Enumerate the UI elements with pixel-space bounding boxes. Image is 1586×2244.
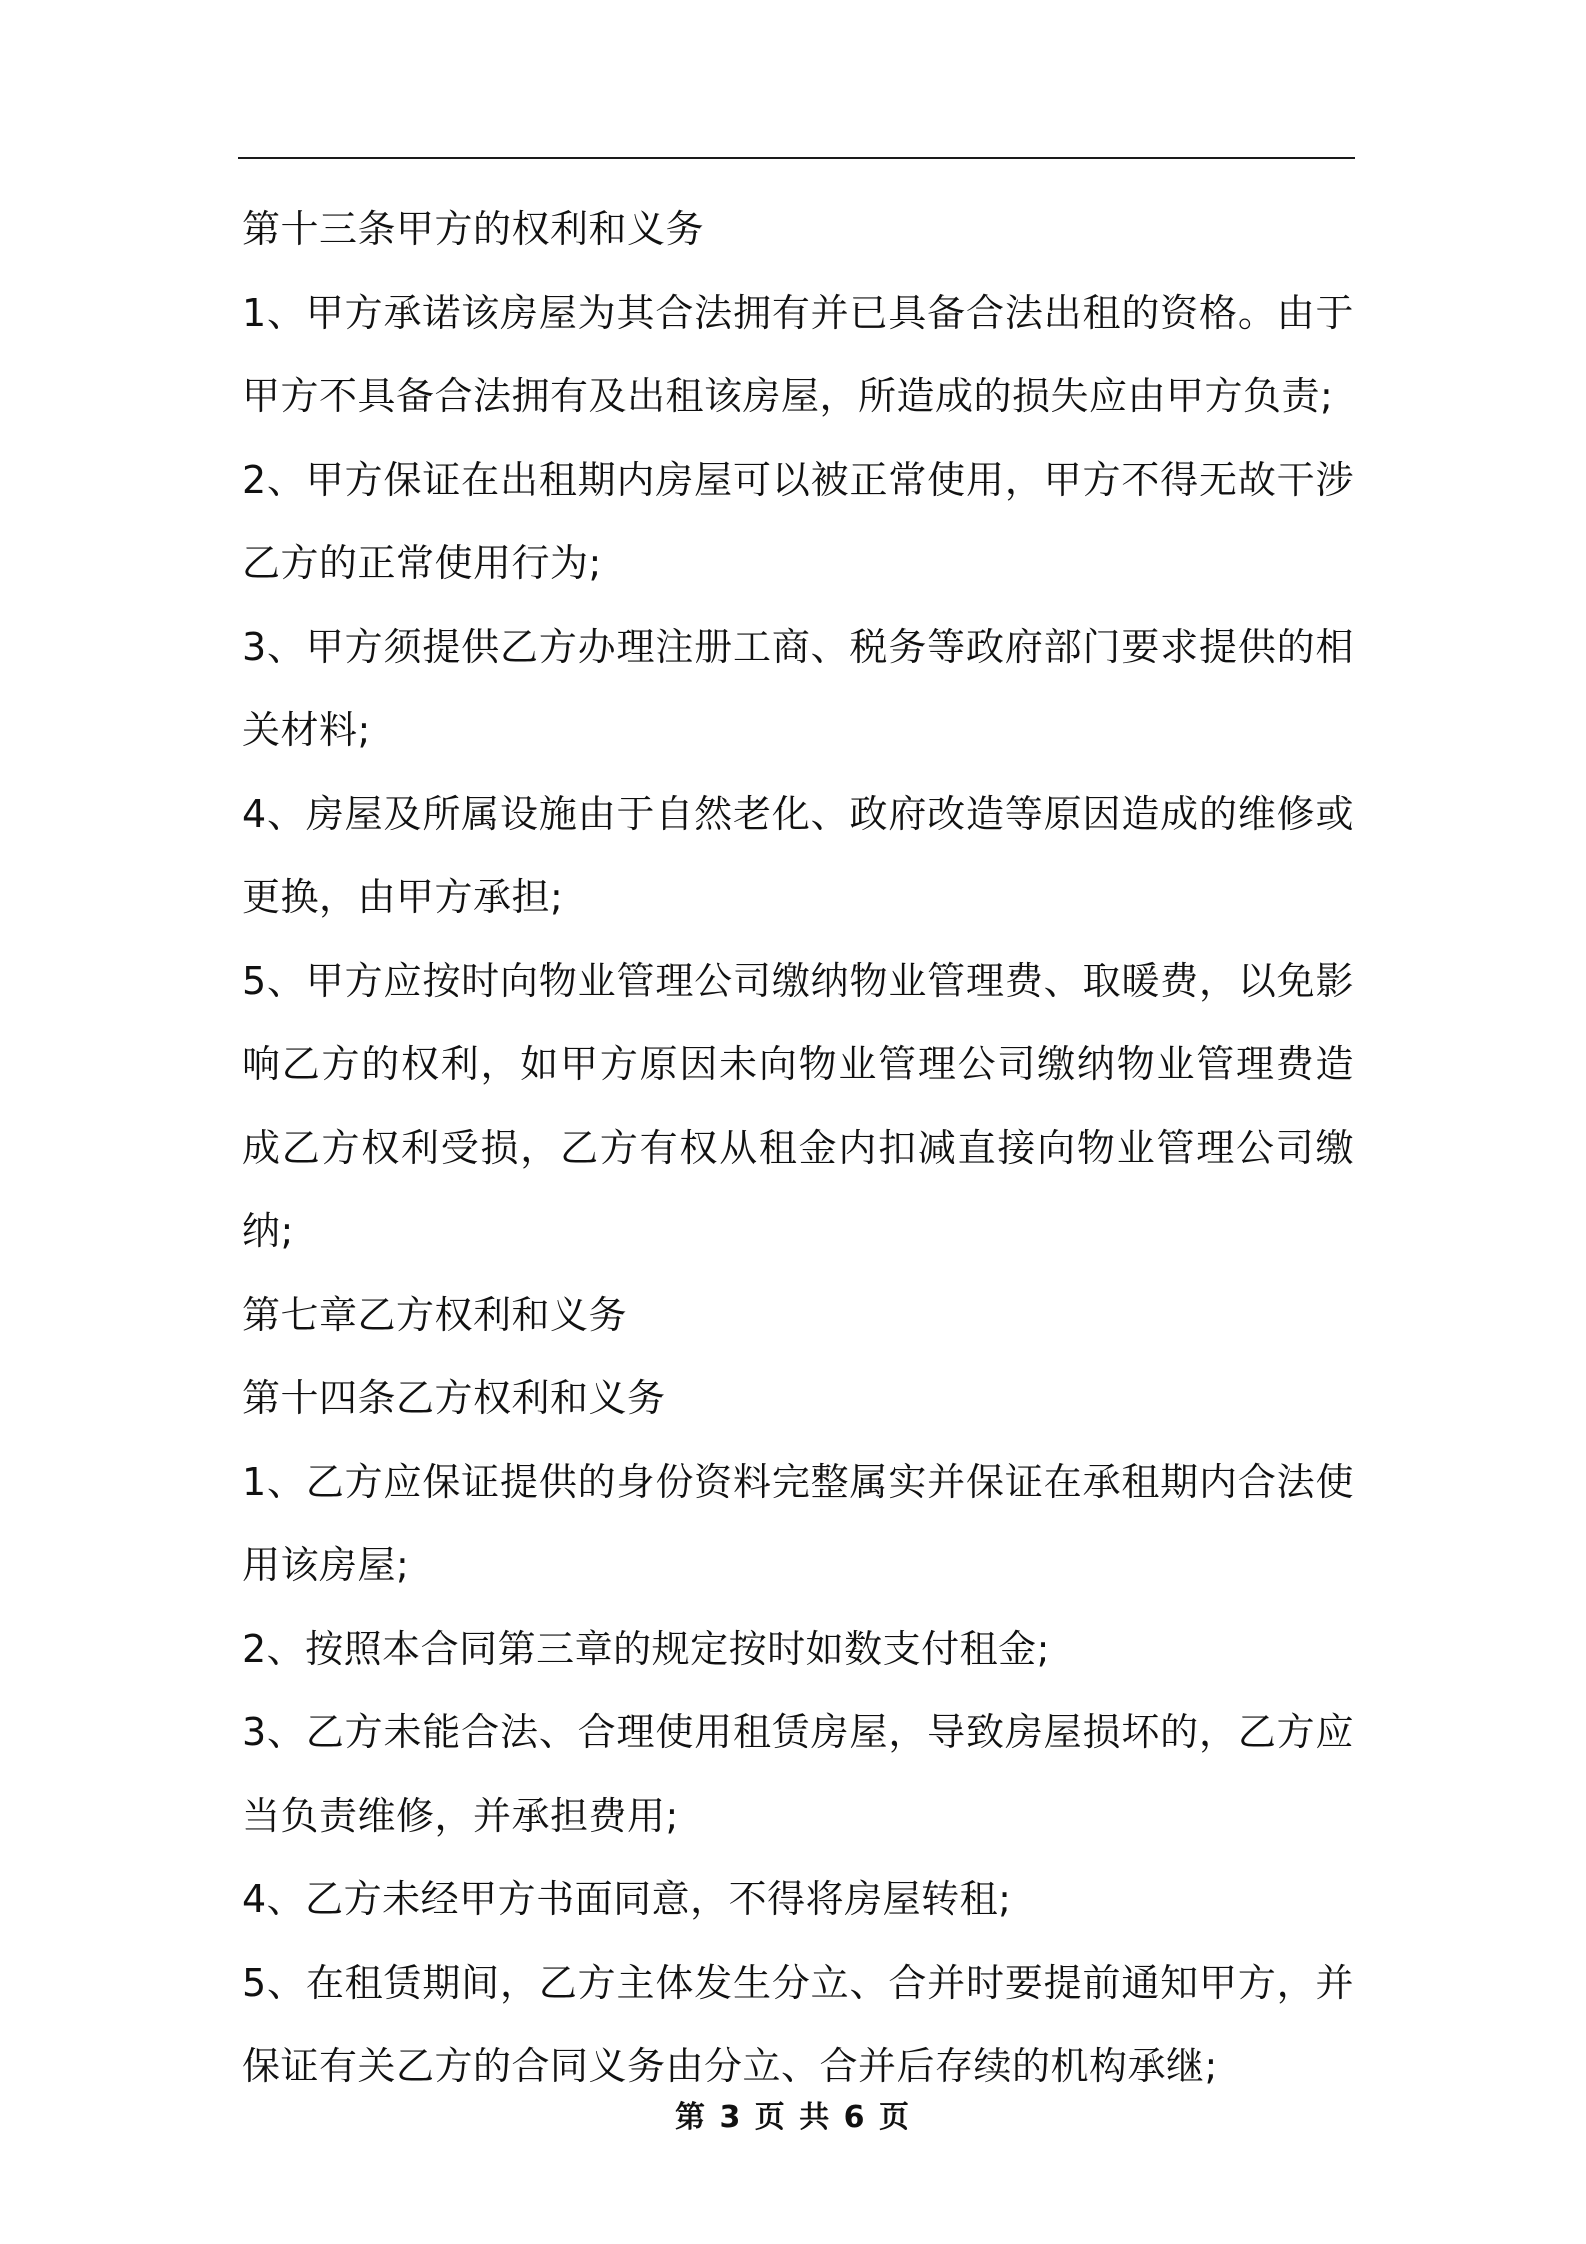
header-rule [238,157,1355,159]
clause-paragraph: 4、乙方未经甲方书面同意，不得将房屋转租; [242,1877,1012,1921]
section-heading: 第十三条甲方的权利和义务 [242,207,705,251]
clause-paragraph: 2、按照本合同第三章的规定按时如数支付租金; [242,1626,1050,1671]
chapter-heading: 第七章乙方权利和义务 [242,1292,628,1337]
clause-paragraph: 4、房屋及所属设施由于自然老化、政府改造等原因造成的维修或更换，由甲方承担; [242,791,1354,919]
clause-paragraph: 2、甲方保证在出租期内房屋可以被正常使用，甲方不得无故干涉乙方的正常使用行为; [242,457,1354,585]
page-number-footer: 第 3 页 共 6 页 [675,2100,911,2135]
section-heading: 第十四条乙方权利和义务 [242,1376,666,1420]
clause-paragraph: 5、在租赁期间，乙方主体发生分立、合并时要提前通知甲方，并保证有关乙方的合同义务由分立、合并后存续的机构承继; [242,1960,1354,2088]
clause-paragraph: 3、甲方须提供乙方办理注册工商、税务等政府部门要求提供的相关材料; [242,624,1354,752]
clause-paragraph: 1、乙方应保证提供的身份资料完整属实并保证在承租期内合法使用该房屋; [242,1459,1354,1587]
document-body [242,188,1354,2109]
clause-paragraph: 1、甲方承诺该房屋为其合法拥有并已具备合法出租的资格。由于甲方不具备合法拥有及出租该房屋，所造成的损失应由甲方负责; [242,290,1354,418]
clause-paragraph: 5、甲方应按时向物业管理公司缴纳物业管理费、取暖费，以免影响乙方的权利，如甲方原因未向物业管理公司缴纳物业管理费造成乙方权利受损，乙方有权从租金内扣减直接向物业管理公司缴纳; [242,958,1354,1253]
clause-paragraph: 3、乙方未能合法、合理使用租赁房屋，导致房屋损坏的，乙方应当负责维修，并承担费用; [242,1710,1354,1838]
